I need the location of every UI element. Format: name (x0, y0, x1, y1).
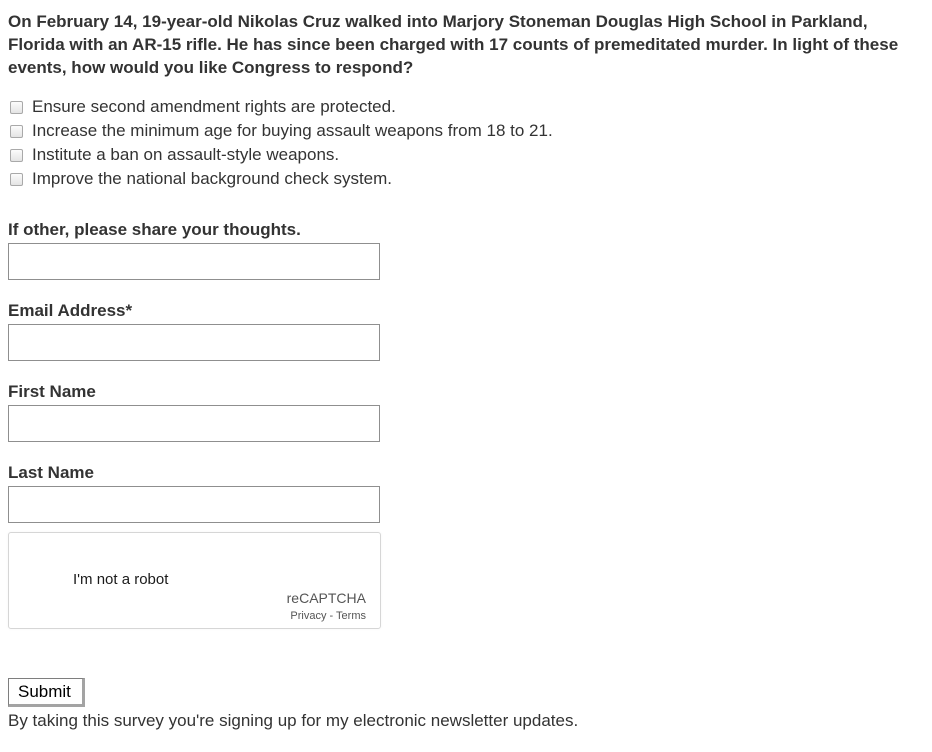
recaptcha-widget[interactable] (8, 532, 381, 629)
option-row[interactable] (8, 95, 924, 119)
other-thoughts-label: If other, please share your thoughts. (8, 220, 301, 239)
recaptcha-brand-text: reCAPTCHA (286, 590, 366, 606)
email-label: Email Address* (8, 301, 133, 320)
submit-button[interactable]: Submit (8, 678, 85, 707)
field-other-thoughts (8, 220, 924, 280)
option-label: Institute a ban on assault-style weapons. (32, 145, 340, 164)
field-last-name (8, 463, 924, 523)
newsletter-signup-note: By taking this survey you're signing up for my electronic newsletter updates. (8, 711, 579, 730)
other-thoughts-input[interactable] (8, 243, 380, 280)
field-first-name (8, 382, 924, 442)
option-label: Ensure second amendment rights are protected. (32, 97, 396, 116)
option-row[interactable] (8, 167, 924, 191)
survey-question-text: On February 14, 19-year-old Nikolas Cruz walked into Marjory Stoneman Douglas High School in Parkland, Florida with an AR-15 rifle. He has since been charged with 17 counts of premeditated murder. In light of these events, how would you like Congress to respond? (8, 12, 899, 77)
email-input[interactable] (8, 324, 380, 361)
recaptcha-label[interactable]: I'm not a robot (73, 571, 169, 588)
last-name-input[interactable] (8, 486, 380, 523)
first-name-label: First Name (8, 382, 96, 401)
last-name-label: Last Name (8, 463, 94, 482)
checkbox-icon[interactable] (10, 101, 23, 114)
first-name-input[interactable] (8, 405, 380, 442)
option-label: Improve the national background check system. (32, 169, 393, 188)
submit-row (8, 678, 924, 707)
option-row[interactable] (8, 143, 924, 167)
checkbox-icon[interactable] (10, 173, 23, 186)
response-options-group (8, 95, 924, 191)
checkbox-icon[interactable] (10, 125, 23, 138)
checkbox-icon[interactable] (10, 149, 23, 162)
option-label: Increase the minimum age for buying assault weapons from 18 to 21. (32, 121, 553, 140)
option-row[interactable] (8, 119, 924, 143)
recaptcha-privacy-terms-links[interactable]: Privacy - Terms (290, 610, 366, 622)
field-email (8, 301, 924, 361)
